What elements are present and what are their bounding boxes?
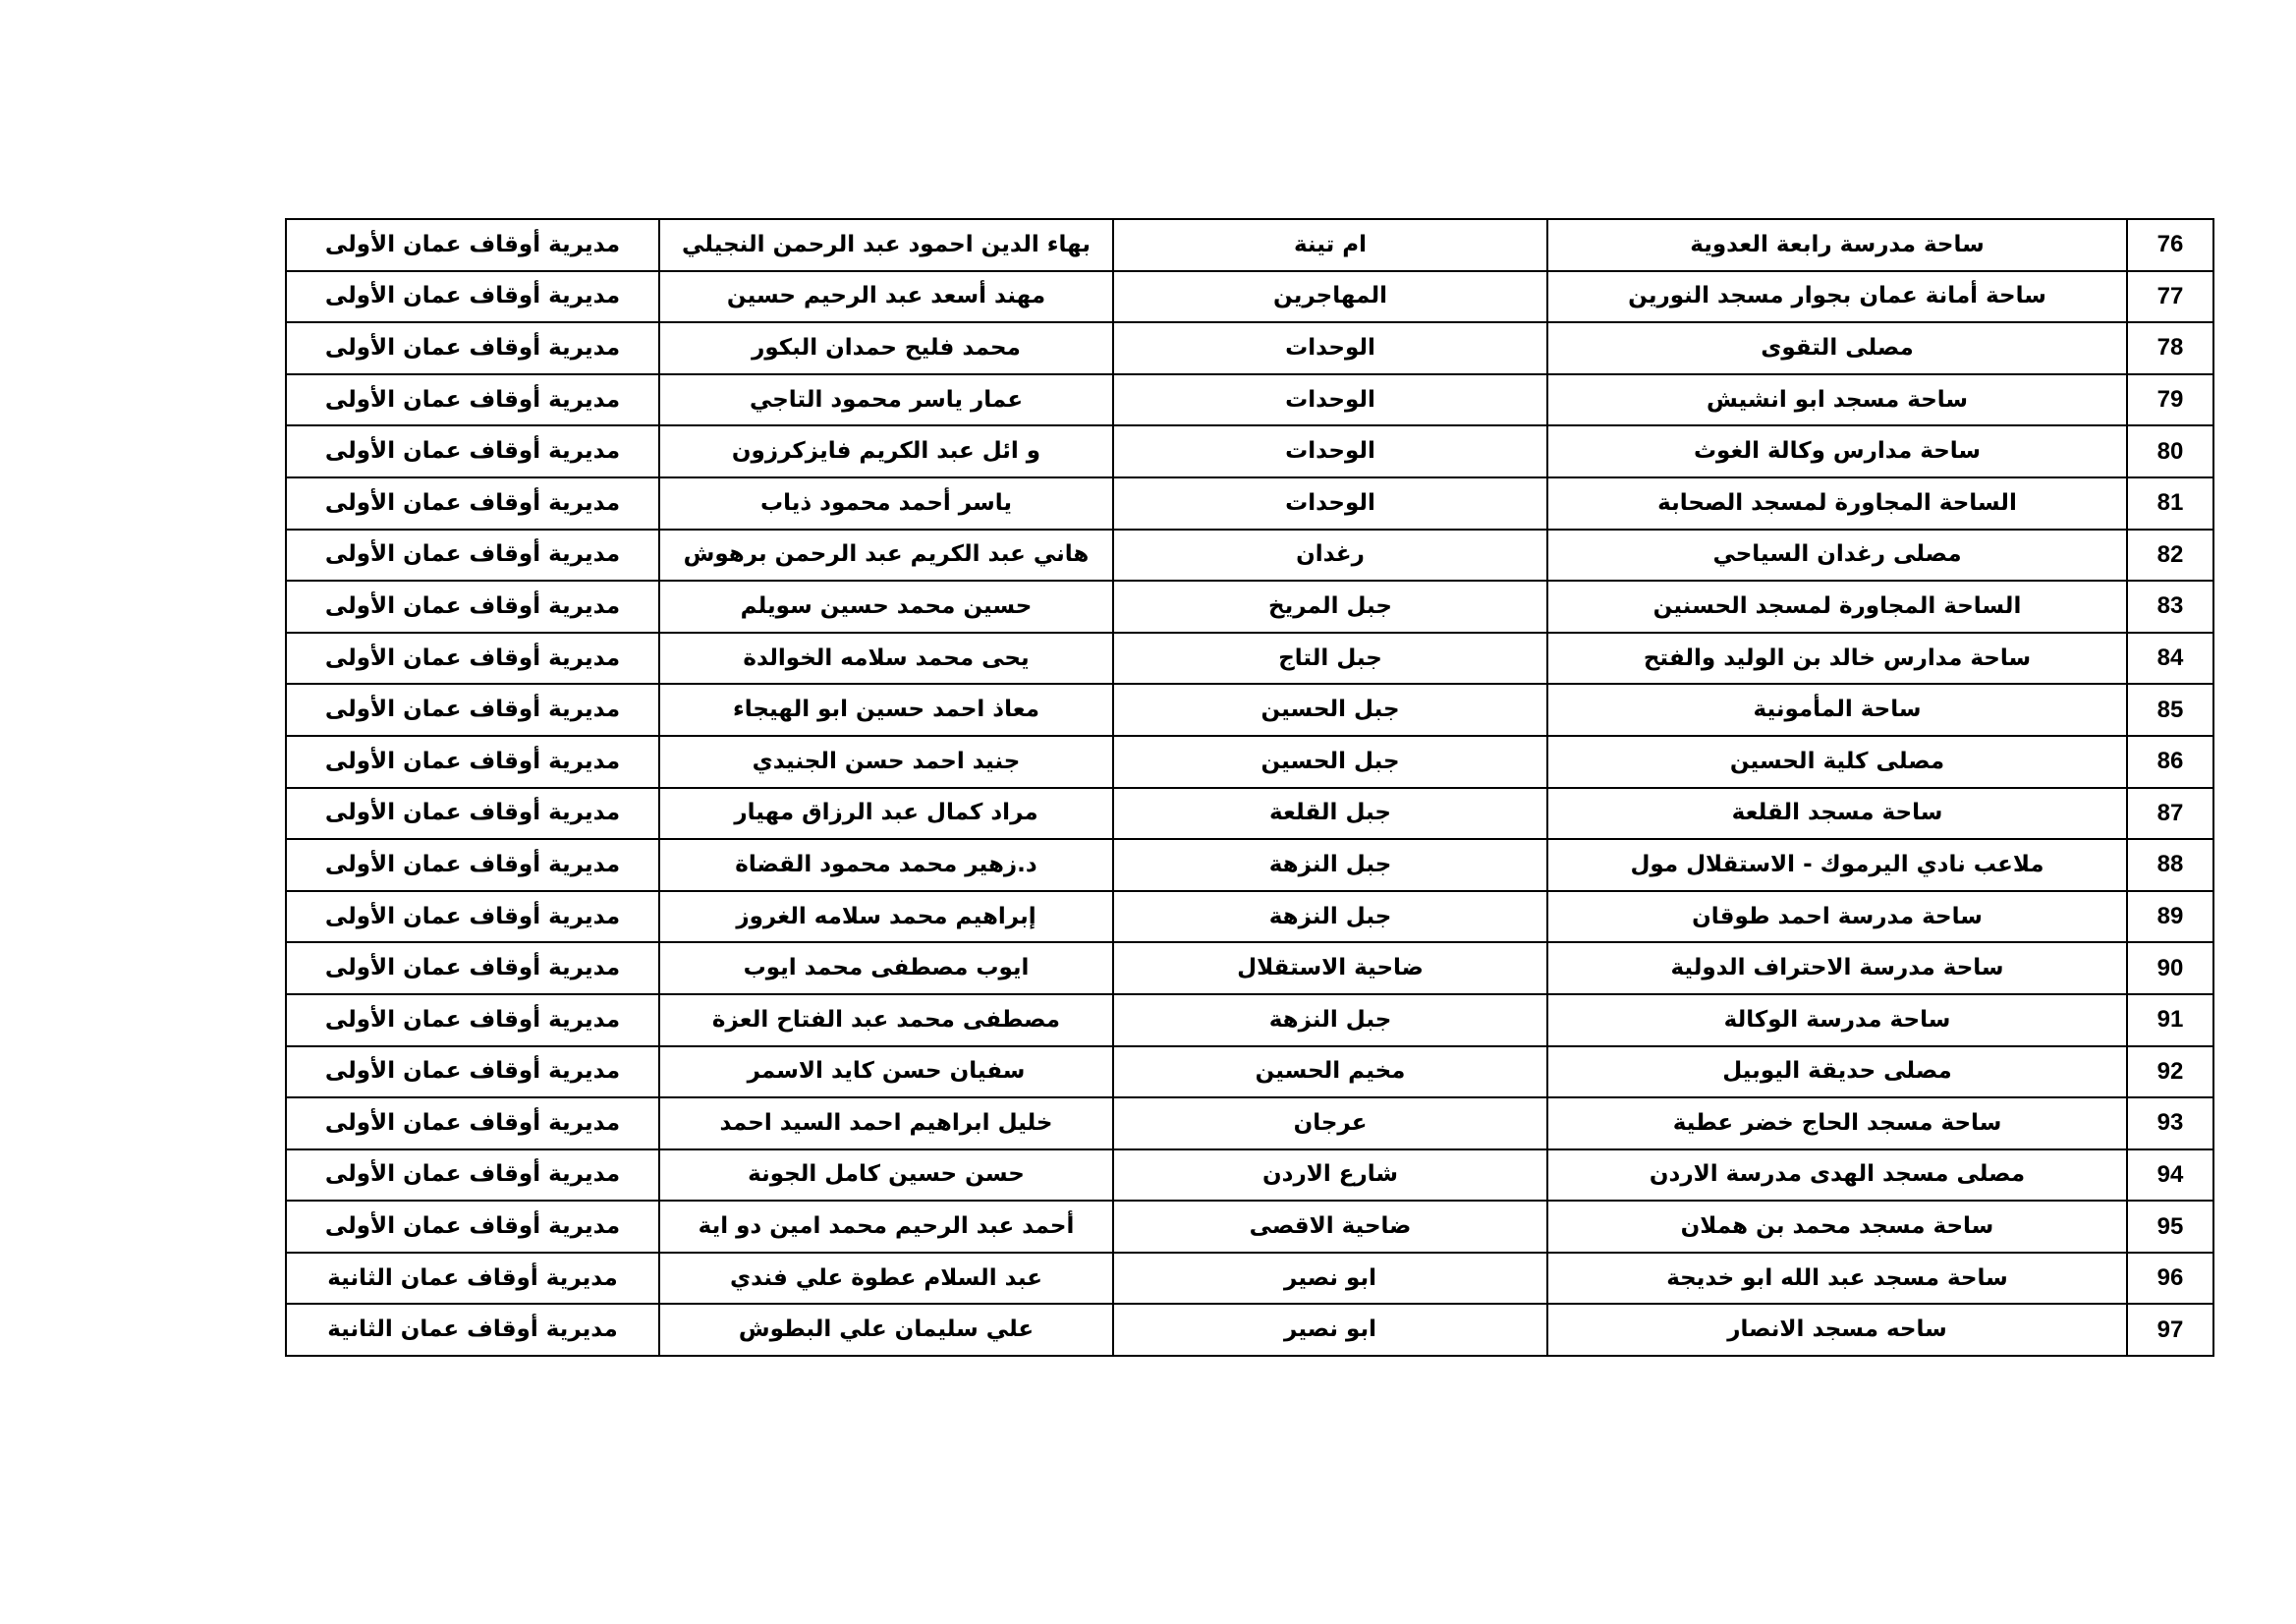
row-number-cell: 77 xyxy=(2127,271,2213,323)
row-number-cell: 90 xyxy=(2127,942,2213,994)
table-row xyxy=(286,633,2213,685)
directorate-cell: مديرية أوقاف عمان الأولى xyxy=(286,1149,659,1202)
directorate-cell: مديرية أوقاف عمان الأولى xyxy=(286,684,659,736)
table-body xyxy=(286,219,2213,1356)
directorate-cell: مديرية أوقاف عمان الثانية xyxy=(286,1304,659,1356)
location-cell: الساحة المجاورة لمسجد الصحابة xyxy=(1547,477,2127,530)
imam-name-cell: ايوب مصطفى محمد ايوب xyxy=(659,942,1113,994)
directorate-cell: مديرية أوقاف عمان الأولى xyxy=(286,581,659,633)
table-row xyxy=(286,581,2213,633)
directorate-cell: مديرية أوقاف عمان الأولى xyxy=(286,322,659,374)
row-number-cell: 83 xyxy=(2127,581,2213,633)
location-cell: ساحة مدارس خالد بن الوليد والفتح xyxy=(1547,633,2127,685)
area-cell: مخيم الحسين xyxy=(1113,1046,1547,1098)
imam-name-cell: سفيان حسن كايد الاسمر xyxy=(659,1046,1113,1098)
location-cell: ساحة مدرسة احمد طوقان xyxy=(1547,891,2127,943)
table-row xyxy=(286,530,2213,582)
imam-name-cell: إبراهيم محمد سلامه الغروز xyxy=(659,891,1113,943)
imam-name-cell: مراد كمال عبد الرزاق مهيار xyxy=(659,788,1113,840)
row-number-cell: 97 xyxy=(2127,1304,2213,1356)
table-row xyxy=(286,374,2213,426)
directorate-cell: مديرية أوقاف عمان الأولى xyxy=(286,994,659,1046)
area-cell: جبل النزهة xyxy=(1113,994,1547,1046)
directorate-cell: مديرية أوقاف عمان الأولى xyxy=(286,530,659,582)
location-cell: ساحة مسجد عبد الله ابو خديجة xyxy=(1547,1253,2127,1305)
directorate-cell: مديرية أوقاف عمان الثانية xyxy=(286,1253,659,1305)
table-row xyxy=(286,1097,2213,1149)
area-cell: ام تينة xyxy=(1113,219,1547,271)
table-row xyxy=(286,1304,2213,1356)
directorate-cell: مديرية أوقاف عمان الأولى xyxy=(286,1097,659,1149)
table-row xyxy=(286,425,2213,477)
area-cell: جبل القلعة xyxy=(1113,788,1547,840)
row-number-cell: 91 xyxy=(2127,994,2213,1046)
table-row xyxy=(286,1149,2213,1202)
area-cell: الوحدات xyxy=(1113,477,1547,530)
imam-name-cell: مهند أسعد عبد الرحيم حسين xyxy=(659,271,1113,323)
imam-name-cell: معاذ احمد حسين ابو الهيجاء xyxy=(659,684,1113,736)
location-cell: مصلى مسجد الهدى مدرسة الاردن xyxy=(1547,1149,2127,1202)
area-cell: الوحدات xyxy=(1113,374,1547,426)
area-cell: المهاجرين xyxy=(1113,271,1547,323)
table-row xyxy=(286,736,2213,788)
row-number-cell: 82 xyxy=(2127,530,2213,582)
imam-name-cell: حسن حسين كامل الجونة xyxy=(659,1149,1113,1202)
location-cell: ساحة مدرسة الوكالة xyxy=(1547,994,2127,1046)
imam-name-cell: بهاء الدين احمود عبد الرحمن النجيلي xyxy=(659,219,1113,271)
table-row xyxy=(286,788,2213,840)
table-row xyxy=(286,994,2213,1046)
row-number-cell: 80 xyxy=(2127,425,2213,477)
row-number-cell: 95 xyxy=(2127,1201,2213,1253)
location-cell: ساحة مدرسة رابعة العدوية xyxy=(1547,219,2127,271)
location-cell: ملاعب نادي اليرموك - الاستقلال مول xyxy=(1547,839,2127,891)
imam-name-cell: يحى محمد سلامه الخوالدة xyxy=(659,633,1113,685)
directorate-cell: مديرية أوقاف عمان الأولى xyxy=(286,633,659,685)
area-cell: جبل التاج xyxy=(1113,633,1547,685)
location-cell: ساحة المأمونية xyxy=(1547,684,2127,736)
row-number-cell: 85 xyxy=(2127,684,2213,736)
area-cell: عرجان xyxy=(1113,1097,1547,1149)
area-cell: ابو نصير xyxy=(1113,1304,1547,1356)
imam-name-cell: عبد السلام عطوة علي فندي xyxy=(659,1253,1113,1305)
imam-name-cell: مصطفى محمد عبد الفتاح العزة xyxy=(659,994,1113,1046)
row-number-cell: 89 xyxy=(2127,891,2213,943)
location-cell: ساحة مسجد القلعة xyxy=(1547,788,2127,840)
table-row xyxy=(286,891,2213,943)
imam-name-cell: خليل ابراهيم احمد السيد احمد xyxy=(659,1097,1113,1149)
area-cell: جبل الحسين xyxy=(1113,736,1547,788)
area-cell: الوحدات xyxy=(1113,322,1547,374)
imam-name-cell: محمد فليح حمدان البكور xyxy=(659,322,1113,374)
area-cell: جبل الحسين xyxy=(1113,684,1547,736)
row-number-cell: 87 xyxy=(2127,788,2213,840)
directorate-cell: مديرية أوقاف عمان الأولى xyxy=(286,425,659,477)
imam-name-cell: ياسر أحمد محمود ذياب xyxy=(659,477,1113,530)
row-number-cell: 78 xyxy=(2127,322,2213,374)
directorate-cell: مديرية أوقاف عمان الأولى xyxy=(286,891,659,943)
table-row xyxy=(286,839,2213,891)
location-cell: ساحة مسجد محمد بن هملان xyxy=(1547,1201,2127,1253)
table-row xyxy=(286,942,2213,994)
table-row xyxy=(286,477,2213,530)
location-cell: مصلى حديقة اليوبيل xyxy=(1547,1046,2127,1098)
location-cell: ساحة مدارس وكالة الغوث xyxy=(1547,425,2127,477)
imam-name-cell: و ائل عبد الكريم فايزكرزون xyxy=(659,425,1113,477)
table-row xyxy=(286,322,2213,374)
directorate-cell: مديرية أوقاف عمان الأولى xyxy=(286,1046,659,1098)
location-cell: ساحه مسجد الانصار xyxy=(1547,1304,2127,1356)
table-row xyxy=(286,1046,2213,1098)
row-number-cell: 93 xyxy=(2127,1097,2213,1149)
imam-name-cell: علي سليمان علي البطوش xyxy=(659,1304,1113,1356)
imam-name-cell: عمار ياسر محمود التاجي xyxy=(659,374,1113,426)
table-row xyxy=(286,271,2213,323)
prayer-locations-table xyxy=(285,218,2214,1357)
area-cell: جبل النزهة xyxy=(1113,891,1547,943)
directorate-cell: مديرية أوقاف عمان الأولى xyxy=(286,374,659,426)
location-cell: ساحة مدرسة الاحتراف الدولية xyxy=(1547,942,2127,994)
area-cell: ابو نصير xyxy=(1113,1253,1547,1305)
row-number-cell: 81 xyxy=(2127,477,2213,530)
table-row xyxy=(286,684,2213,736)
area-cell: جبل المريخ xyxy=(1113,581,1547,633)
directorate-cell: مديرية أوقاف عمان الأولى xyxy=(286,1201,659,1253)
row-number-cell: 96 xyxy=(2127,1253,2213,1305)
location-cell: ساحة مسجد الحاج خضر عطية xyxy=(1547,1097,2127,1149)
directorate-cell: مديرية أوقاف عمان الأولى xyxy=(286,736,659,788)
area-cell: الوحدات xyxy=(1113,425,1547,477)
directorate-cell: مديرية أوقاف عمان الأولى xyxy=(286,477,659,530)
location-cell: ساحة أمانة عمان بجوار مسجد النورين xyxy=(1547,271,2127,323)
directorate-cell: مديرية أوقاف عمان الأولى xyxy=(286,839,659,891)
row-number-cell: 92 xyxy=(2127,1046,2213,1098)
directorate-cell: مديرية أوقاف عمان الأولى xyxy=(286,788,659,840)
row-number-cell: 76 xyxy=(2127,219,2213,271)
row-number-cell: 88 xyxy=(2127,839,2213,891)
location-cell: مصلى كلية الحسين xyxy=(1547,736,2127,788)
location-cell: مصلى التقوى xyxy=(1547,322,2127,374)
imam-name-cell: حسين محمد حسين سويلم xyxy=(659,581,1113,633)
location-cell: ساحة مسجد ابو انشيش xyxy=(1547,374,2127,426)
row-number-cell: 79 xyxy=(2127,374,2213,426)
area-cell: ضاحية الاستقلال xyxy=(1113,942,1547,994)
directorate-cell: مديرية أوقاف عمان الأولى xyxy=(286,271,659,323)
table-row xyxy=(286,219,2213,271)
location-cell: الساحة المجاورة لمسجد الحسنين xyxy=(1547,581,2127,633)
imam-name-cell: د.زهير محمد محمود القضاة xyxy=(659,839,1113,891)
table-row xyxy=(286,1201,2213,1253)
table-row xyxy=(286,1253,2213,1305)
imam-name-cell: هاني عبد الكريم عبد الرحمن برهوش xyxy=(659,530,1113,582)
area-cell: ضاحية الاقصى xyxy=(1113,1201,1547,1253)
row-number-cell: 94 xyxy=(2127,1149,2213,1202)
row-number-cell: 86 xyxy=(2127,736,2213,788)
directorate-cell: مديرية أوقاف عمان الأولى xyxy=(286,942,659,994)
area-cell: شارع الاردن xyxy=(1113,1149,1547,1202)
location-cell: مصلى رغدان السياحي xyxy=(1547,530,2127,582)
area-cell: جبل النزهة xyxy=(1113,839,1547,891)
imam-name-cell: أحمد عبد الرحيم محمد امين دو اية xyxy=(659,1201,1113,1253)
row-number-cell: 84 xyxy=(2127,633,2213,685)
directorate-cell: مديرية أوقاف عمان الأولى xyxy=(286,219,659,271)
imam-name-cell: جنيد احمد حسن الجنيدي xyxy=(659,736,1113,788)
area-cell: رغدان xyxy=(1113,530,1547,582)
